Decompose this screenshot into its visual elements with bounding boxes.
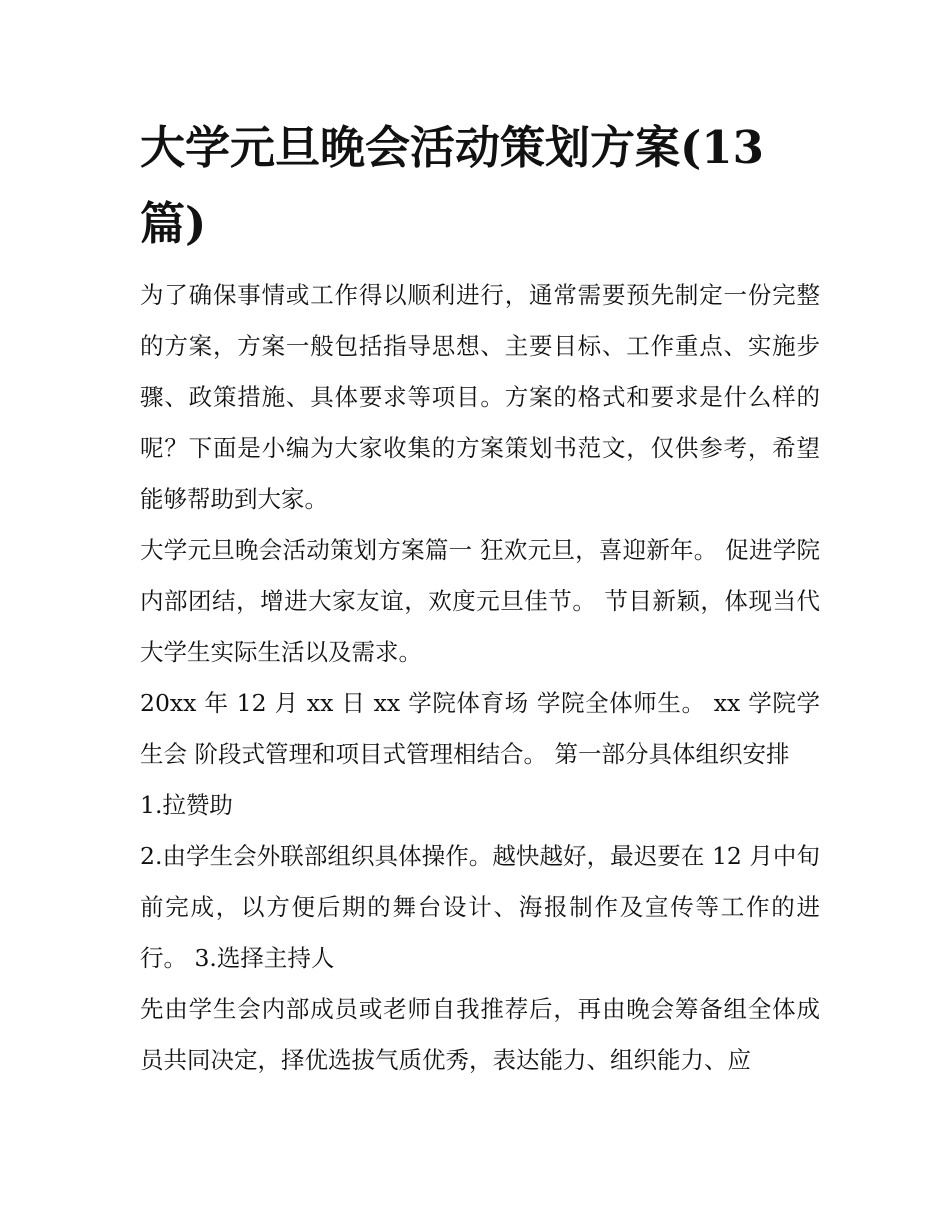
paragraph-host-selection: 先由学生会内部成员或老师自我推荐后，再由晚会筹备组全体成员共同决定，择优选拔气质优秀，表达能力、组织能力、应 — [140, 995, 820, 1074]
document-page — [140, 110, 820, 1086]
document-title: 大学元旦晚会活动策划方案(13篇) — [140, 121, 764, 250]
paragraph-article-one: 大学元旦晚会活动策划方案篇一 狂欢元旦，喜迎新年。 促进学院内部团结，增进大家友谊，欢度元旦佳节。 节目新颖，体现当代大学生实际生活以及需求。 — [140, 536, 820, 666]
paragraph-sponsorship: 1.拉赞助 — [140, 791, 233, 819]
paragraph-intro: 为了确保事情或工作得以顺利进行，通常需要预先制定一份完整的方案，方案一般包括指导思想、主要目标、工作重点、实施步骤、政策措施、具体要求等项目。方案的格式和要求是什么样的呢？下面是小编为大家收集的方案策划书范文，仅供参考，希望能够帮助到大家。 — [140, 281, 820, 513]
paragraph-outreach: 2.由学生会外联部组织具体操作。越快越好，最迟要在 12 月中旬前完成，以方便后期的舞台设计、海报制作及宣传等工作的进行。 3.选择主持人 — [140, 842, 820, 972]
paragraph-time-place: 20xx 年 12 月 xx 日 xx 学院体育场 学院全体师生。 xx 学院学生会 阶段式管理和项目式管理相结合。 第一部分具体组织安排 — [140, 689, 820, 768]
